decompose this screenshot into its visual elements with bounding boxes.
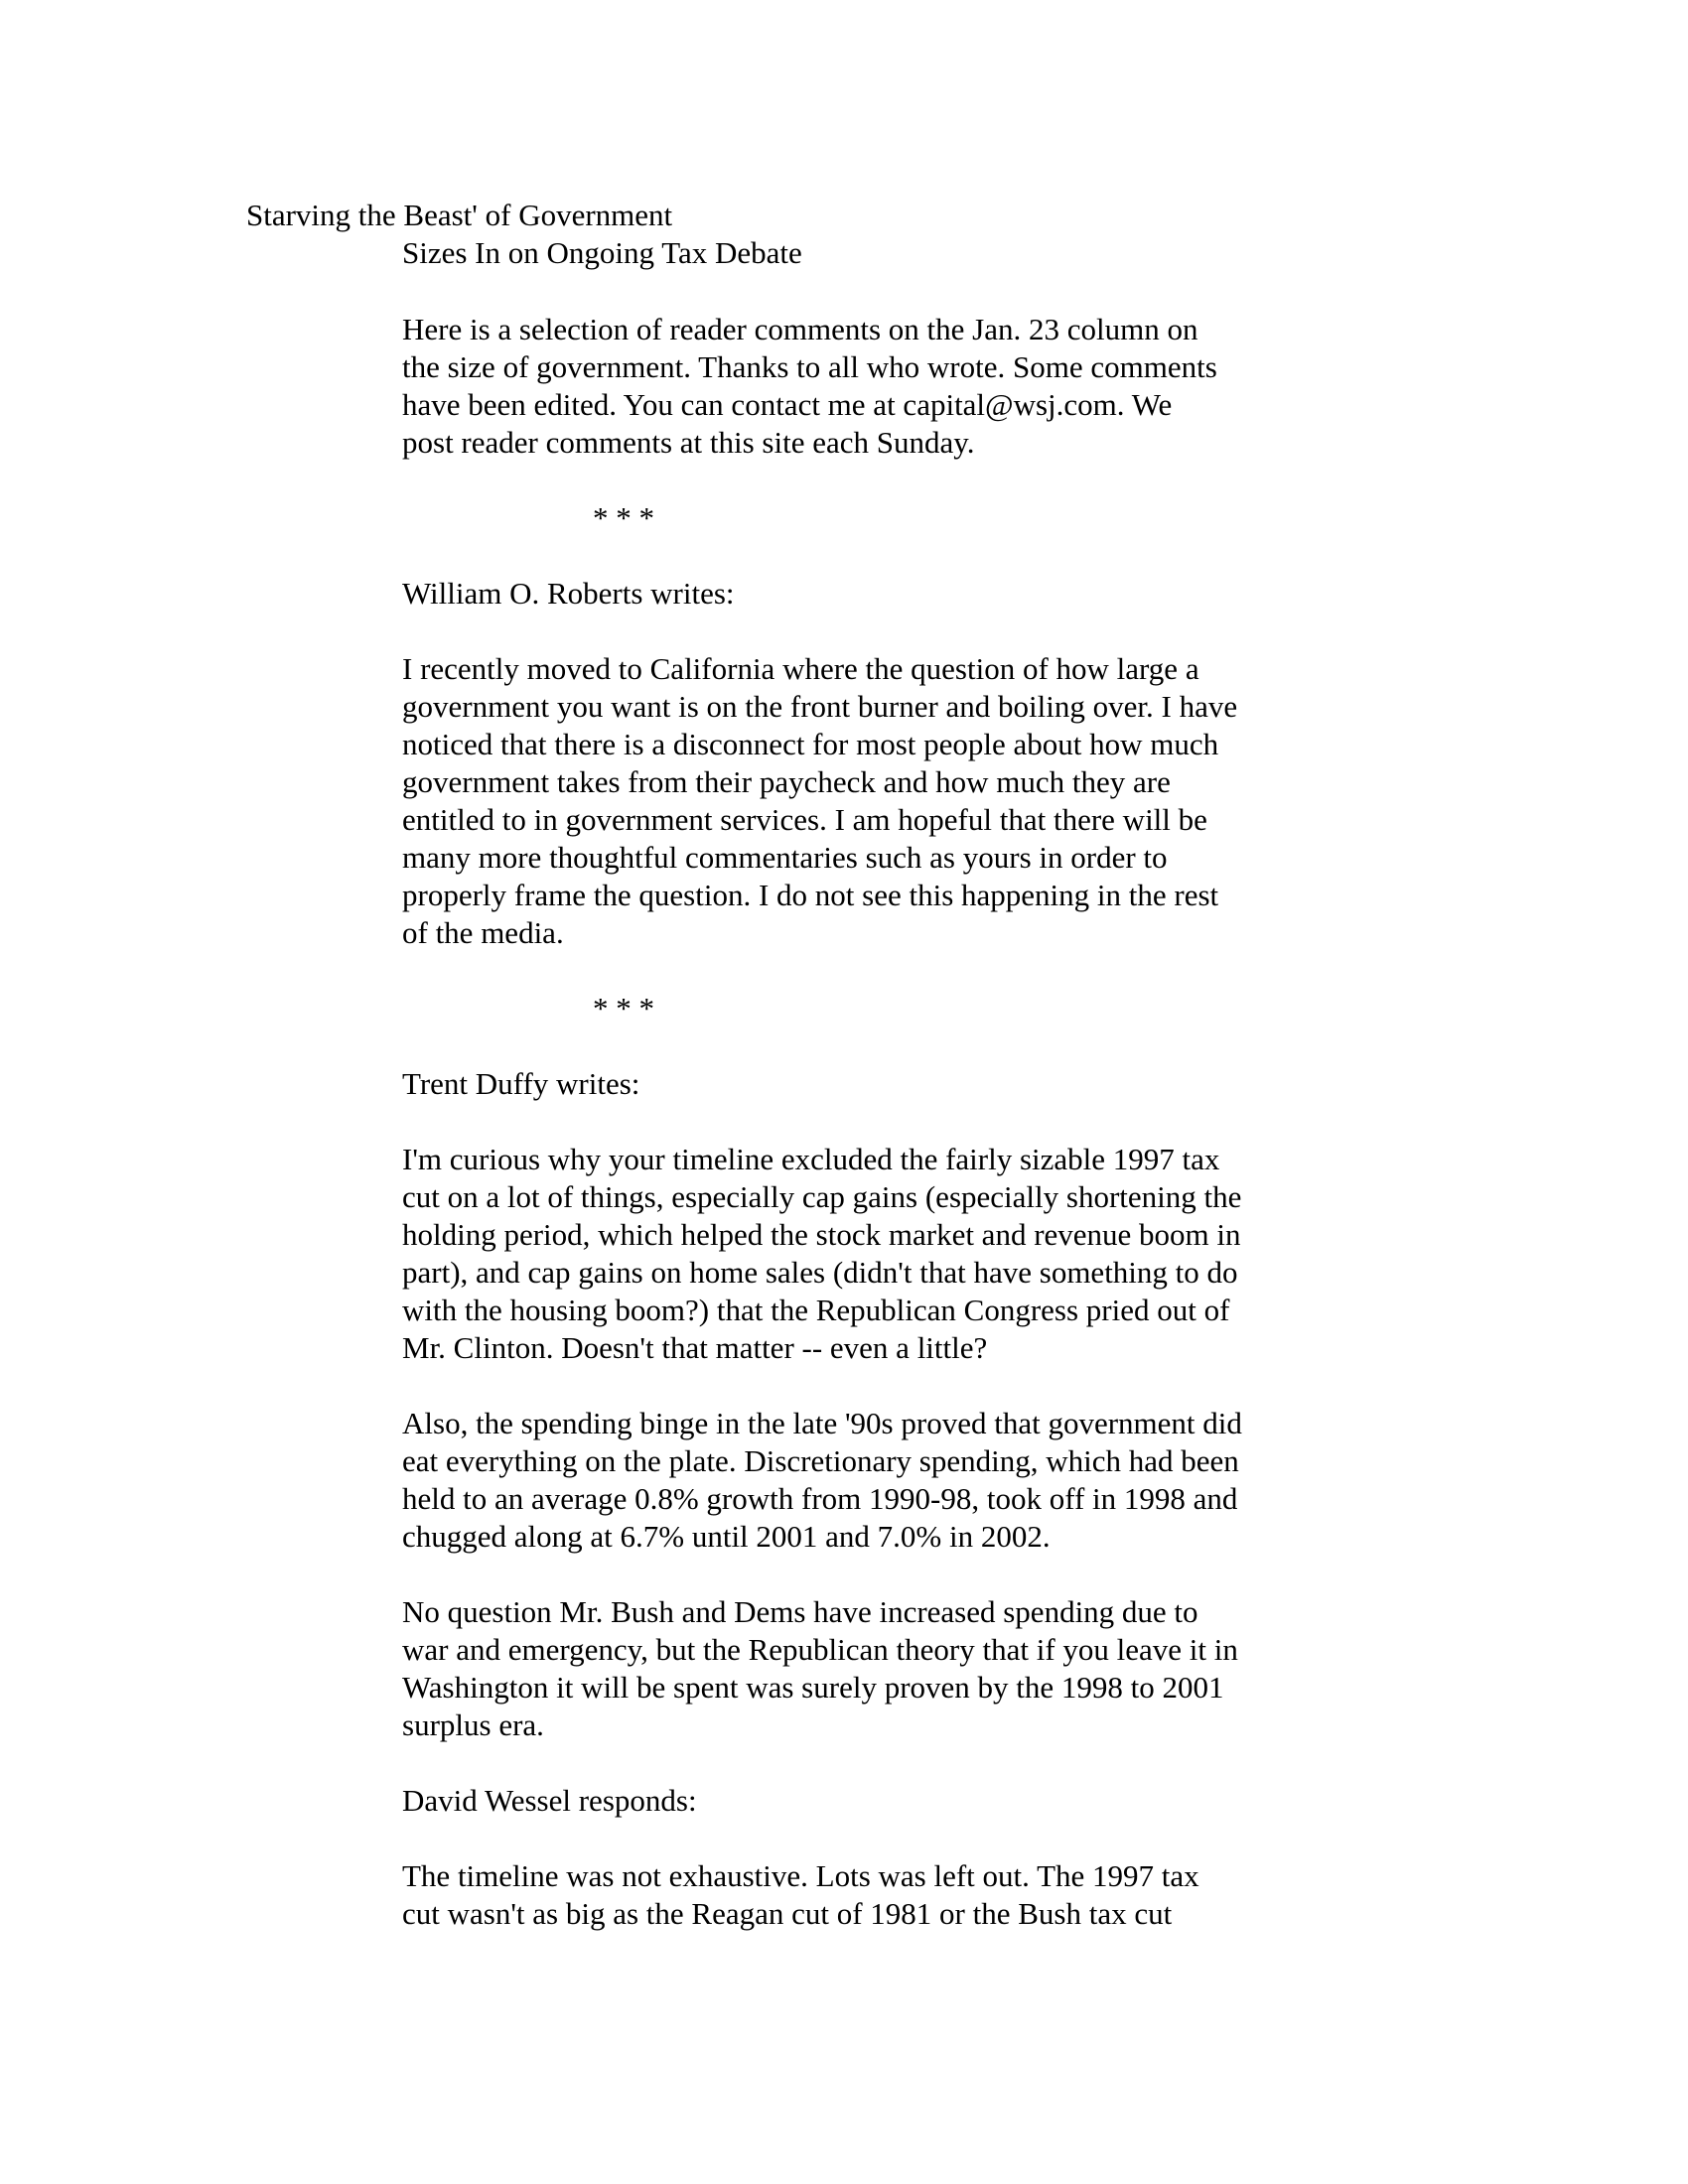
text-line: noticed that there is a disconnect for most people about how much	[402, 727, 1219, 761]
intro-paragraph	[402, 311, 1316, 462]
text-line: Mr. Clinton. Doesn't that matter -- even a little?	[402, 1330, 988, 1365]
text-line: chugged along at 6.7% until 2001 and 7.0% in 2002.	[402, 1519, 1051, 1554]
text-line: holding period, which helped the stock market and revenue boom in	[402, 1217, 1241, 1252]
text-line: with the housing boom?) that the Republican Congress pried out of	[402, 1293, 1230, 1327]
text-line: post reader comments at this site each Sunday.	[402, 425, 975, 460]
text-line: eat everything on the plate. Discretionary spending, which had been	[402, 1443, 1239, 1478]
section-separator: * * *	[593, 500, 654, 535]
text-line: of the media.	[402, 915, 564, 950]
comment-author: William O. Roberts writes:	[402, 576, 735, 611]
comment-paragraph	[402, 1593, 1316, 1744]
text-line: surplus era.	[402, 1707, 544, 1742]
text-line: the size of government. Thanks to all who wrote. Some comments	[402, 349, 1217, 384]
text-line: war and emergency, but the Republican theory that if you leave it in	[402, 1632, 1238, 1667]
text-line: No question Mr. Bush and Dems have increased spending due to	[402, 1594, 1198, 1629]
text-line: Here is a selection of reader comments on the Jan. 23 column on	[402, 312, 1198, 346]
text-line: part), and cap gains on home sales (didn't that have something to do	[402, 1255, 1238, 1290]
section-separator: * * *	[593, 991, 654, 1025]
text-line: held to an average 0.8% growth from 1990-98, took off in 1998 and	[402, 1481, 1238, 1516]
text-line: government takes from their paycheck and how much they are	[402, 764, 1171, 799]
response-author: David Wessel responds:	[402, 1783, 697, 1818]
comment-author: Trent Duffy writes:	[402, 1066, 640, 1101]
text-line: entitled to in government services. I am hopeful that there will be	[402, 802, 1207, 837]
text-line: have been edited. You can contact me at capital@wsj.com. We	[402, 387, 1173, 422]
text-line: Washington it will be spent was surely proven by the 1998 to 2001	[402, 1670, 1224, 1705]
text-line: cut on a lot of things, especially cap gains (especially shortening the	[402, 1179, 1242, 1214]
document-subtitle: Sizes In on Ongoing Tax Debate	[402, 235, 802, 270]
document-title: Starving the Beast' of Government	[246, 198, 673, 232]
text-line: I recently moved to California where the question of how large a	[402, 651, 1199, 686]
text-line: government you want is on the front burner and boiling over. I have	[402, 689, 1238, 724]
text-line: cut wasn't as big as the Reagan cut of 1981 or the Bush tax cut	[402, 1896, 1173, 1931]
text-line: The timeline was not exhaustive. Lots was left out. The 1997 tax	[402, 1858, 1199, 1893]
text-line: properly frame the question. I do not see this happening in the rest	[402, 878, 1219, 912]
text-line: I'm curious why your timeline excluded the fairly sizable 1997 tax	[402, 1142, 1220, 1176]
response-paragraph	[402, 1857, 1316, 1933]
text-line: many more thoughtful commentaries such as yours in order to	[402, 840, 1168, 875]
comment-paragraph	[402, 1141, 1316, 1367]
comment-paragraph	[402, 1405, 1316, 1556]
article-body	[402, 311, 1316, 1933]
comment-paragraph	[402, 650, 1316, 952]
text-line: Also, the spending binge in the late '90s proved that government did	[402, 1406, 1242, 1440]
